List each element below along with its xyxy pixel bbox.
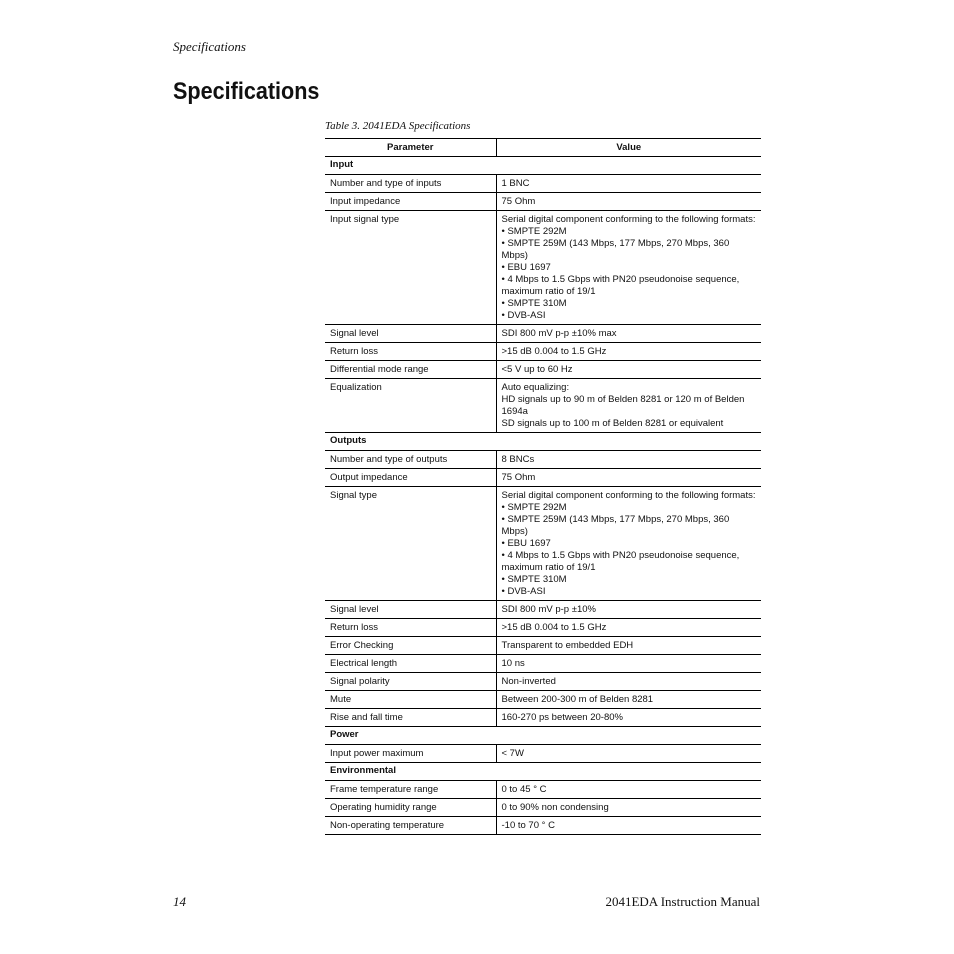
table-caption: Table 3. 2041EDA Specifications <box>325 120 471 132</box>
table-row <box>325 745 761 763</box>
value-cell <box>496 637 761 655</box>
value-line: • DVB-ASI <box>501 586 546 597</box>
value-cell <box>496 175 761 193</box>
value-line: Serial digital component conforming to the following formats: <box>501 214 756 225</box>
value-cell <box>496 325 761 343</box>
value-cell <box>496 193 761 211</box>
table-row <box>325 379 761 433</box>
table-row <box>325 781 761 799</box>
parameter-cell: Return loss <box>325 343 496 361</box>
column-header-parameter: Parameter <box>325 139 496 157</box>
value-cell <box>496 745 761 763</box>
table-row <box>325 451 761 469</box>
table-row <box>325 211 761 325</box>
manual-title: 2041EDA Instruction Manual <box>605 894 760 909</box>
value-cell <box>496 379 761 433</box>
value-line: Between 200-300 m of Belden 8281 <box>501 694 654 705</box>
value-line: • SMPTE 292M <box>501 502 567 513</box>
section-row <box>325 763 761 781</box>
parameter-cell: Frame temperature range <box>325 781 496 799</box>
value-line: • 4 Mbps to 1.5 Gbps with PN20 pseudonoise sequence, maximum ratio of 19/1 <box>501 274 740 297</box>
section-title: Input <box>325 157 761 175</box>
running-head: Specifications <box>173 39 246 54</box>
parameter-cell: Input signal type <box>325 211 496 325</box>
value-line: • SMPTE 259M (143 Mbps, 177 Mbps, 270 Mbps, 360 Mbps) <box>501 238 730 261</box>
value-line: • DVB-ASI <box>501 310 546 321</box>
table-row <box>325 487 761 601</box>
parameter-cell: Operating humidity range <box>325 799 496 817</box>
value-cell <box>496 799 761 817</box>
column-header-value: Value <box>496 139 761 157</box>
parameter-cell: Mute <box>325 691 496 709</box>
value-line: Serial digital component conforming to the following formats: <box>501 490 756 501</box>
value-line: Transparent to embedded EDH <box>501 640 634 651</box>
value-line: <5 V up to 60 Hz <box>501 364 573 375</box>
value-cell <box>496 451 761 469</box>
value-line: 75 Ohm <box>501 472 536 483</box>
value-cell <box>496 619 761 637</box>
value-line: • SMPTE 310M <box>501 574 567 585</box>
value-line: Auto equalizing: <box>501 382 570 393</box>
table-row <box>325 193 761 211</box>
table-body <box>325 157 761 835</box>
parameter-cell: Input power maximum <box>325 745 496 763</box>
parameter-cell: Return loss <box>325 619 496 637</box>
value-line: 0 to 45 ° C <box>501 784 547 795</box>
value-line: 75 Ohm <box>501 196 536 207</box>
value-line: SD signals up to 100 m of Belden 8281 or equivalent <box>501 418 724 429</box>
table-row <box>325 325 761 343</box>
value-cell <box>496 691 761 709</box>
table-row <box>325 469 761 487</box>
parameter-cell: Input impedance <box>325 193 496 211</box>
parameter-cell: Differential mode range <box>325 361 496 379</box>
value-cell <box>496 601 761 619</box>
value-cell <box>496 817 761 835</box>
value-line: SDI 800 mV p-p ±10% <box>501 604 596 615</box>
value-cell <box>496 655 761 673</box>
table-row <box>325 655 761 673</box>
table-row <box>325 361 761 379</box>
parameter-cell: Signal polarity <box>325 673 496 691</box>
value-line: -10 to 70 ° C <box>501 820 555 831</box>
value-line: 160-270 ps between 20-80% <box>501 712 623 723</box>
parameter-cell: Error Checking <box>325 637 496 655</box>
value-cell <box>496 673 761 691</box>
table-row <box>325 817 761 835</box>
value-cell <box>496 211 761 325</box>
value-cell <box>496 343 761 361</box>
value-line: • EBU 1697 <box>501 538 551 549</box>
parameter-cell: Rise and fall time <box>325 709 496 727</box>
parameter-cell: Output impedance <box>325 469 496 487</box>
table-row <box>325 673 761 691</box>
parameter-cell: Signal level <box>325 601 496 619</box>
value-cell <box>496 361 761 379</box>
parameter-cell: Signal type <box>325 487 496 601</box>
table-row <box>325 601 761 619</box>
value-line: • SMPTE 310M <box>501 298 567 309</box>
value-line: < 7W <box>501 748 524 759</box>
section-row <box>325 157 761 175</box>
table-row <box>325 709 761 727</box>
value-line: SDI 800 mV p-p ±10% max <box>501 328 617 339</box>
section-title: Power <box>325 727 761 745</box>
value-line: Non-inverted <box>501 676 556 687</box>
table-row <box>325 619 761 637</box>
value-cell <box>496 487 761 601</box>
table-row <box>325 175 761 193</box>
value-line: • SMPTE 259M (143 Mbps, 177 Mbps, 270 Mbps, 360 Mbps) <box>501 514 730 537</box>
value-line: HD signals up to 90 m of Belden 8281 or 120 m of Belden 1694a <box>501 394 745 417</box>
parameter-cell: Electrical length <box>325 655 496 673</box>
value-line: • 4 Mbps to 1.5 Gbps with PN20 pseudonoise sequence, maximum ratio of 19/1 <box>501 550 740 573</box>
parameter-cell: Number and type of outputs <box>325 451 496 469</box>
section-row <box>325 433 761 451</box>
value-line: 0 to 90% non condensing <box>501 802 609 813</box>
section-title: Environmental <box>325 763 761 781</box>
value-cell <box>496 469 761 487</box>
value-line: 8 BNCs <box>501 454 535 465</box>
value-line: >15 dB 0.004 to 1.5 GHz <box>501 346 607 357</box>
section-title: Outputs <box>325 433 761 451</box>
page-title: Specifications <box>173 78 320 105</box>
value-cell <box>496 709 761 727</box>
table-row <box>325 691 761 709</box>
page-number: 14 <box>173 894 186 909</box>
value-cell <box>496 781 761 799</box>
parameter-cell: Signal level <box>325 325 496 343</box>
value-line: 1 BNC <box>501 178 530 189</box>
table-row <box>325 343 761 361</box>
parameter-cell: Non-operating temperature <box>325 817 496 835</box>
specifications-table <box>325 138 761 835</box>
value-line: • EBU 1697 <box>501 262 551 273</box>
value-line: 10 ns <box>501 658 525 669</box>
value-line: • SMPTE 292M <box>501 226 567 237</box>
parameter-cell: Number and type of inputs <box>325 175 496 193</box>
table-row <box>325 799 761 817</box>
table-row <box>325 637 761 655</box>
section-row <box>325 727 761 745</box>
parameter-cell: Equalization <box>325 379 496 433</box>
value-line: >15 dB 0.004 to 1.5 GHz <box>501 622 607 633</box>
table-header-row <box>325 139 761 157</box>
